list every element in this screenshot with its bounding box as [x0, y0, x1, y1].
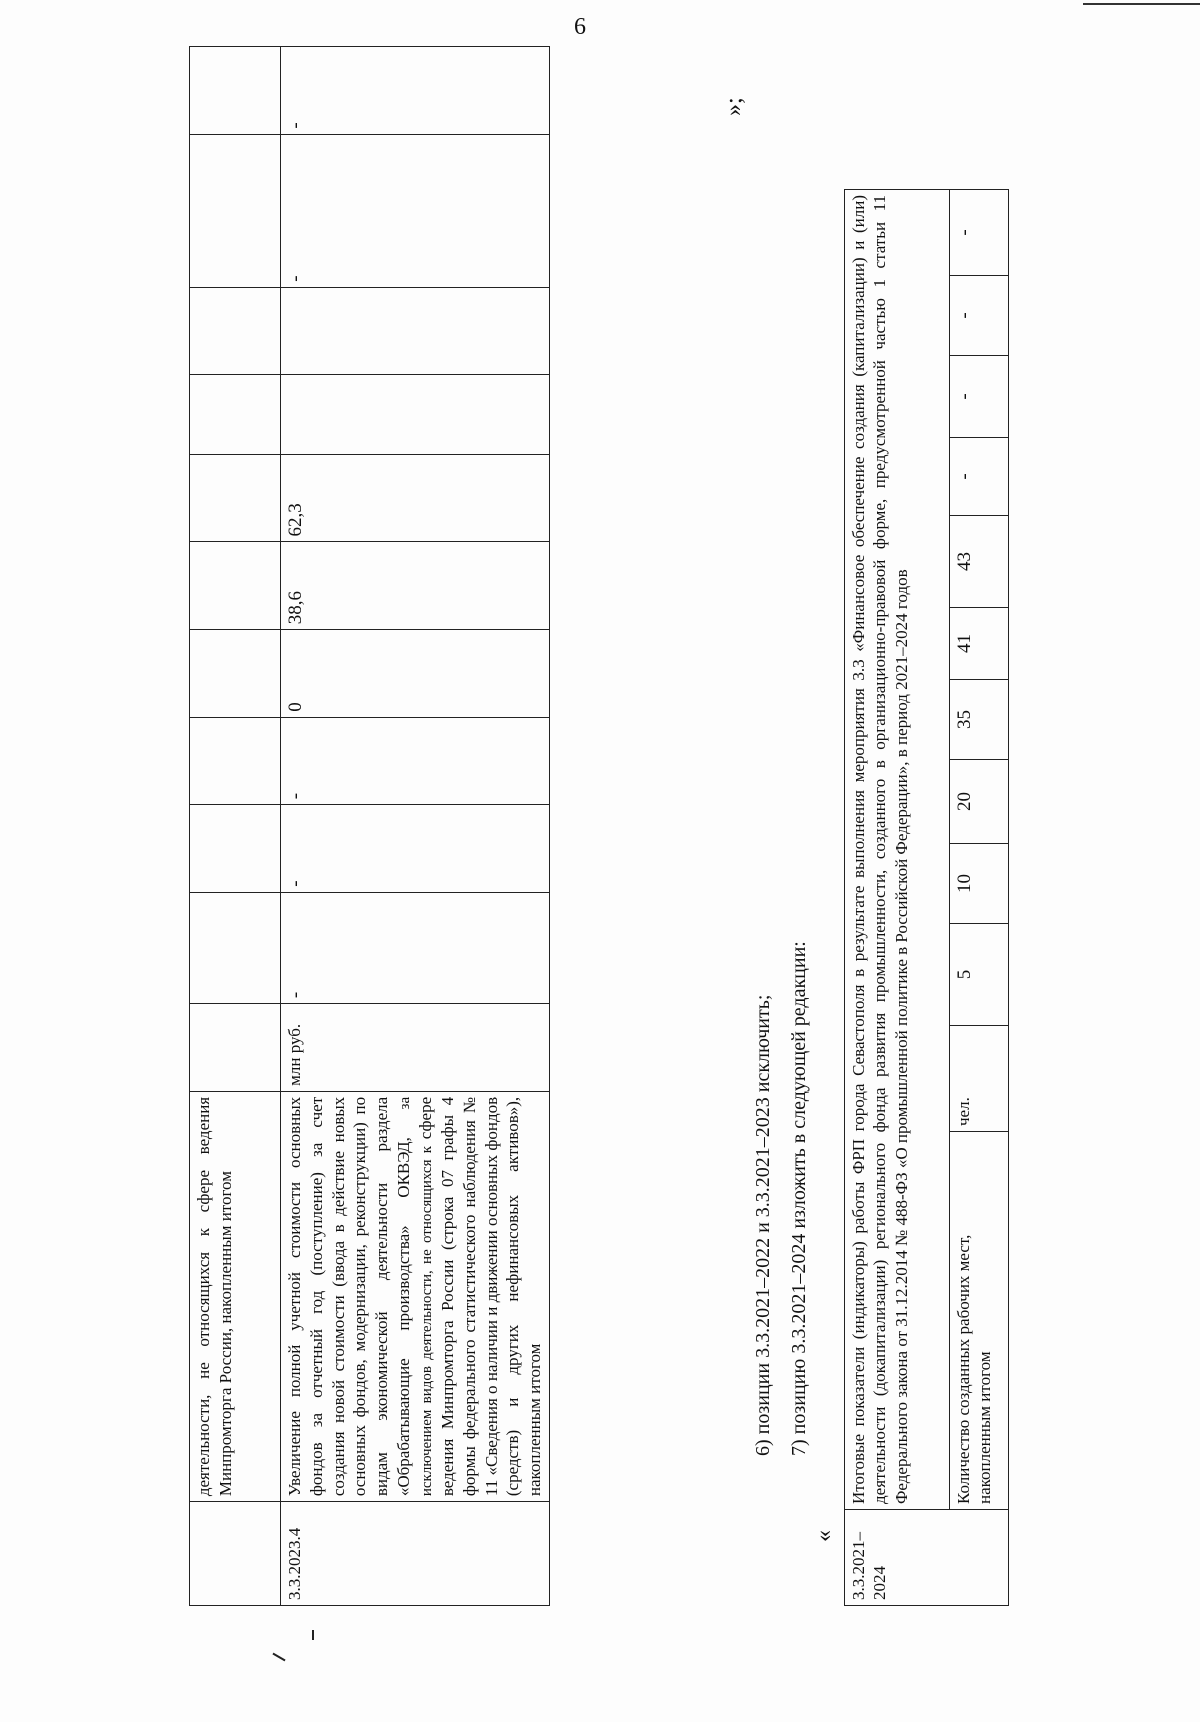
row-name-part: сфере ведения Минпромторга России (строка 07 графы 4 формы федерального статистического наблюдения № 11 «Сведения о наличии и движении основных фондов (средств) и других нефинансовых активов»), накопленным итогом [415, 1096, 545, 1497]
scan-mark [312, 1630, 314, 1640]
value-cell: - [950, 276, 1009, 356]
revised-row-code: 3.3.2021–2024 [845, 1510, 1009, 1606]
value-cell [190, 47, 281, 135]
closing-mark: »; [721, 97, 747, 116]
revised-header-text: Итоговые показатели (индикаторы) работы ФРП города Севастополя в результате выполнения мероприятия 3.3 «Финансовое обеспечение создания (капитализации) и (или) деятельности (докапитализации) регионального фонда развития промышленности, созданного в организационно-правовой форме, предусмотренной частью 1 статьи 11 Федерального закона от 31.12.2014 № 488-ФЗ «О промышленной политике в Российской Федерации», в период 2021–2024 годов [845, 190, 950, 1510]
value-cell [190, 287, 281, 374]
row-unit [190, 1004, 281, 1092]
value-cell: 5 [950, 924, 1009, 1026]
table-header-row [845, 190, 950, 1606]
top-rule [1083, 3, 1200, 5]
value-cell [190, 542, 281, 630]
value-cell: - [950, 438, 1009, 516]
row-code: 3.3.2023.4 [281, 1502, 550, 1606]
scan-mark [272, 1653, 285, 1662]
value-cell: - [281, 47, 550, 135]
value-cell: 35 [950, 680, 1009, 760]
row-name-part: за исключением видов деятельности, не относящихся к [396, 1096, 435, 1497]
value-cell [190, 805, 281, 893]
table-row [190, 47, 281, 1606]
value-cell: 41 [950, 608, 1009, 680]
value-cell: - [281, 892, 550, 1003]
revised-row-name: Количество созданных рабочих мест, накопленным итогом [950, 1132, 1009, 1510]
row-code [190, 1502, 281, 1606]
instruction-item-6: 6) позиции 3.3.2021–2022 и 3.3.2021–2023 исключить; [752, 994, 774, 1456]
value-cell: - [950, 190, 1009, 276]
revised-indicator-table [844, 189, 1009, 1606]
value-cell: 10 [950, 844, 1009, 924]
row-unit: млн руб. [281, 1004, 550, 1092]
indicator-table [189, 46, 550, 1606]
instruction-item-7: 7) позицию 3.3.2021–2024 изложить в следующей редакции: [788, 941, 810, 1456]
value-cell: - [281, 134, 550, 287]
document-sheet [189, 46, 1149, 1606]
value-cell [190, 892, 281, 1003]
value-cell [190, 375, 281, 455]
row-name-part: Увеличение полной учетной стоимости основных фондов за отчетный год (поступление) за счет создания новой стоимости (ввода в действие новых основных фондов, модернизации, реконструкции) по видам экономической деятельности раздела «Обрабатывающие производства» ОКВЭД, [285, 1096, 413, 1497]
value-cell [190, 717, 281, 805]
value-cell [190, 134, 281, 287]
value-cell: 20 [950, 760, 1009, 844]
value-cell [190, 454, 281, 542]
table-row [281, 47, 550, 1606]
value-cell: 38,6 [281, 542, 550, 630]
opening-quote: « [811, 1530, 837, 1542]
value-cell: 43 [950, 516, 1009, 608]
row-name [281, 1091, 550, 1501]
value-cell: - [950, 356, 1009, 438]
value-cell [281, 287, 550, 374]
revised-row-unit: чел. [950, 1026, 1009, 1132]
page-number: 6 [574, 14, 586, 40]
value-cell: 62,3 [281, 454, 550, 542]
value-cell: - [281, 717, 550, 805]
value-cell [190, 630, 281, 718]
table-row [950, 190, 1009, 1606]
value-cell [281, 375, 550, 455]
row-name: деятельности, не относящихся к сфере ведения Минпромторга России, накопленным итогом [190, 1091, 281, 1501]
value-cell: 0 [281, 630, 550, 718]
value-cell: - [281, 805, 550, 893]
